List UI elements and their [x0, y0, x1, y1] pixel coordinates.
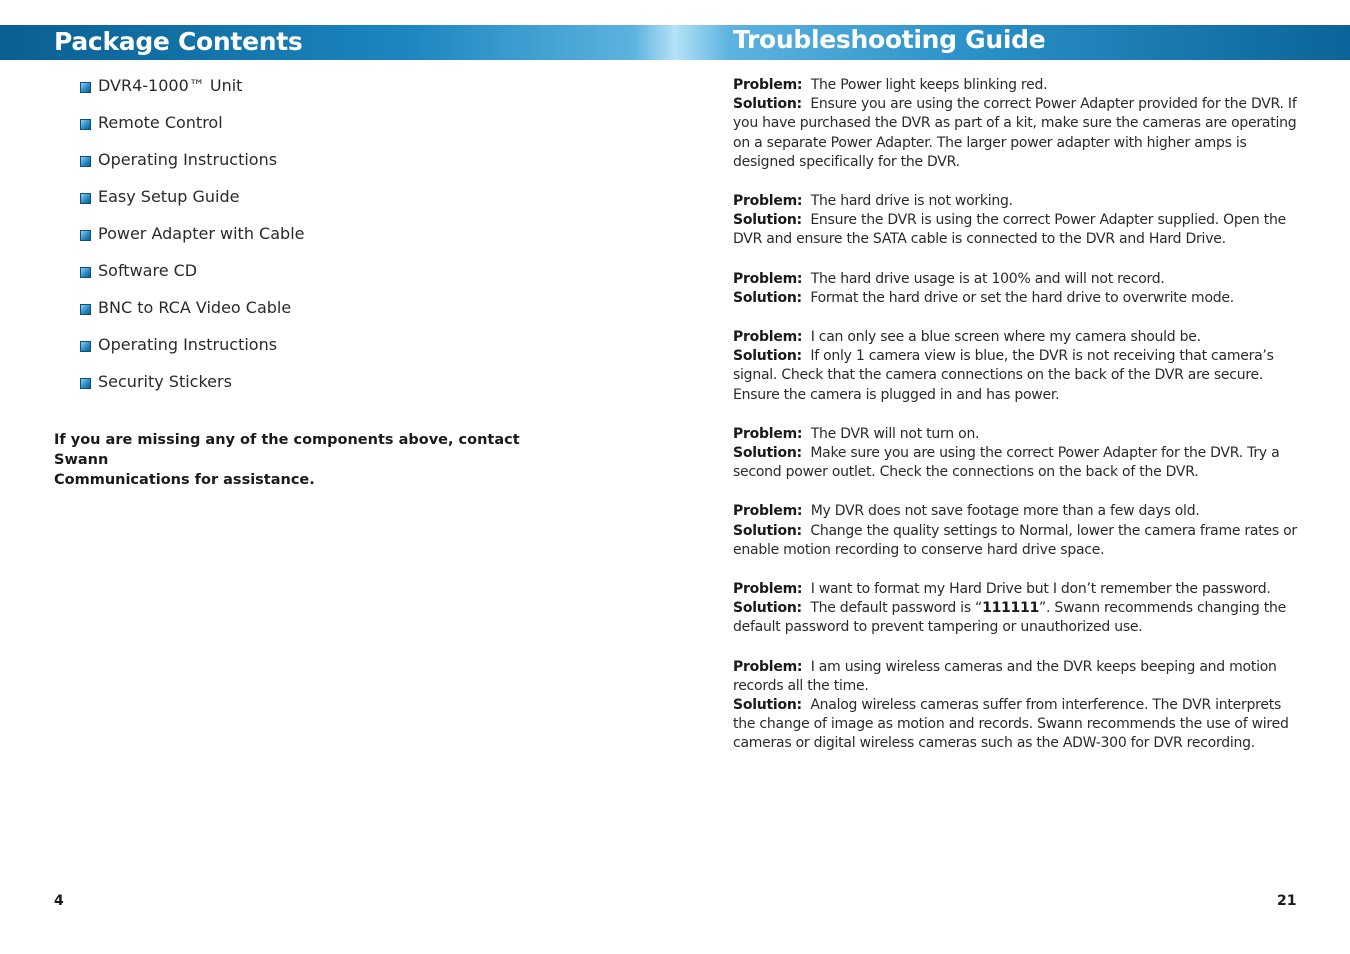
- solution-text: Ensure you are using the correct Power Adapter provided for the DVR. If you have purchased the DVR as part of a kit, make sure the cameras are operating on a separate Power Adapter. The larger power adapter with higher amps is designed specifically for the DVR.: [733, 96, 1297, 170]
- package-contents-list: [80, 74, 304, 407]
- solution-text: Format the hard drive or set the hard drive to overwrite mode.: [810, 289, 1234, 306]
- solution-text: Ensure the DVR is using the correct Power Adapter supplied. Open the DVR and ensure the SATA cable is connected to the DVR and Hard Drive.: [733, 212, 1286, 248]
- list-item: [80, 259, 304, 296]
- square-bullet-icon: [80, 341, 91, 352]
- problem-text: I can only see a blue screen where my camera should be.: [810, 329, 1201, 346]
- faq-item: [733, 328, 1303, 405]
- square-bullet-icon: [80, 156, 91, 167]
- problem-label: Problem:: [733, 425, 803, 442]
- list-item-label: BNC to RCA Video Cable: [98, 298, 292, 317]
- solution-text: Analog wireless cameras suffer from interference. The DVR interprets the change of image as motion and records. Swann recommends the use of wired cameras or digital wireless cameras such as the ADW-300 for DVR recording.: [733, 697, 1289, 752]
- list-item: [80, 222, 304, 259]
- solution-text: Change the quality settings to Normal, lower the camera frame rates or enable motion recording to conserve hard drive space.: [733, 522, 1297, 558]
- solution-line: [733, 444, 1303, 482]
- square-bullet-icon: [80, 119, 91, 130]
- list-item-label: Remote Control: [98, 113, 223, 132]
- list-item: [80, 148, 304, 185]
- faq-item: [733, 76, 1303, 172]
- solution-label: Solution:: [733, 212, 802, 229]
- problem-label: Problem:: [733, 658, 803, 675]
- solution-label: Solution:: [733, 96, 802, 113]
- faq-item: [733, 658, 1303, 754]
- solution-label: Solution:: [733, 522, 802, 539]
- missing-components-note: [54, 430, 574, 490]
- problem-line: [733, 270, 1303, 289]
- solution-label: Solution:: [733, 600, 802, 617]
- list-item-label: Operating Instructions: [98, 150, 278, 169]
- list-item-label: Power Adapter with Cable: [98, 224, 305, 243]
- list-item: [80, 333, 304, 370]
- problem-line: [733, 76, 1303, 95]
- faq-item: [733, 502, 1303, 560]
- note-line-2: Communications for assistance.: [54, 472, 315, 488]
- solution-text-prefix: The default password is “: [810, 600, 983, 617]
- solution-line: [733, 95, 1303, 172]
- troubleshooting-faq: [733, 76, 1303, 774]
- square-bullet-icon: [80, 304, 91, 315]
- solution-text-suffix: ”. Swann recommends changing the default password to prevent tampering or unauthorized use.: [733, 600, 1286, 636]
- solution-label: Solution:: [733, 445, 802, 462]
- list-item: [80, 74, 304, 111]
- solution-line: [733, 347, 1303, 405]
- solution-label: Solution:: [733, 348, 802, 365]
- list-item: [80, 370, 304, 407]
- problem-label: Problem:: [733, 581, 803, 598]
- problem-line: [733, 580, 1303, 599]
- solution-line: [733, 696, 1303, 754]
- troubleshooting-guide-title: Troubleshooting Guide: [733, 25, 1046, 54]
- list-item-label: Operating Instructions: [98, 335, 278, 354]
- problem-text: My DVR does not save footage more than a few days old.: [810, 503, 1200, 520]
- problem-text: I want to format my Hard Drive but I don’t remember the password.: [810, 581, 1271, 598]
- package-contents-title: Package Contents: [54, 27, 303, 56]
- square-bullet-icon: [80, 230, 91, 241]
- default-password: 111111: [982, 600, 1040, 617]
- problem-label: Problem:: [733, 193, 803, 210]
- list-item: [80, 185, 304, 222]
- faq-item: [733, 270, 1303, 308]
- problem-line: [733, 502, 1303, 521]
- faq-item: [733, 192, 1303, 250]
- problem-line: [733, 658, 1303, 696]
- page-number-right: 21: [1277, 893, 1297, 909]
- list-item-label: Easy Setup Guide: [98, 187, 240, 206]
- problem-label: Problem:: [733, 329, 803, 346]
- problem-label: Problem:: [733, 77, 803, 93]
- problem-line: [733, 425, 1303, 444]
- faq-item: [733, 425, 1303, 483]
- faq-item: [733, 580, 1303, 638]
- square-bullet-icon: [80, 193, 91, 204]
- solution-line: [733, 289, 1303, 308]
- solution-label: Solution:: [733, 289, 802, 306]
- solution-line: [733, 211, 1303, 249]
- problem-text: The DVR will not turn on.: [810, 425, 980, 442]
- square-bullet-icon: [80, 267, 91, 278]
- square-bullet-icon: [80, 82, 91, 93]
- list-item-label: Software CD: [98, 261, 198, 280]
- list-item: [80, 296, 304, 333]
- list-item-label: Security Stickers: [98, 372, 232, 391]
- list-item-label: DVR4-1000™ Unit: [98, 76, 243, 95]
- solution-line: [733, 599, 1303, 637]
- problem-line: [733, 192, 1303, 211]
- problem-label: Problem:: [733, 270, 803, 287]
- note-line-1: If you are missing any of the components above, contact Swann: [54, 432, 520, 468]
- problem-text: The Power light keeps blinking red.: [810, 77, 1048, 93]
- problem-text: The hard drive usage is at 100% and will not record.: [810, 270, 1165, 287]
- solution-label: Solution:: [733, 697, 802, 714]
- problem-line: [733, 328, 1303, 347]
- page-number-left: 4: [54, 893, 64, 909]
- solution-line: [733, 522, 1303, 560]
- solution-text: If only 1 camera view is blue, the DVR is not receiving that camera’s signal. Check that the camera connections on the back of the DVR are secure. Ensure the camera is plugged in and has power.: [733, 348, 1274, 403]
- square-bullet-icon: [80, 378, 91, 389]
- problem-text: The hard drive is not working.: [810, 193, 1013, 210]
- problem-label: Problem:: [733, 503, 803, 520]
- solution-text: Make sure you are using the correct Power Adapter for the DVR. Try a second power outlet. Check the connections on the back of the DVR.: [733, 445, 1280, 481]
- list-item: [80, 111, 304, 148]
- problem-text: I am using wireless cameras and the DVR keeps beeping and motion records all the time.: [733, 658, 1277, 694]
